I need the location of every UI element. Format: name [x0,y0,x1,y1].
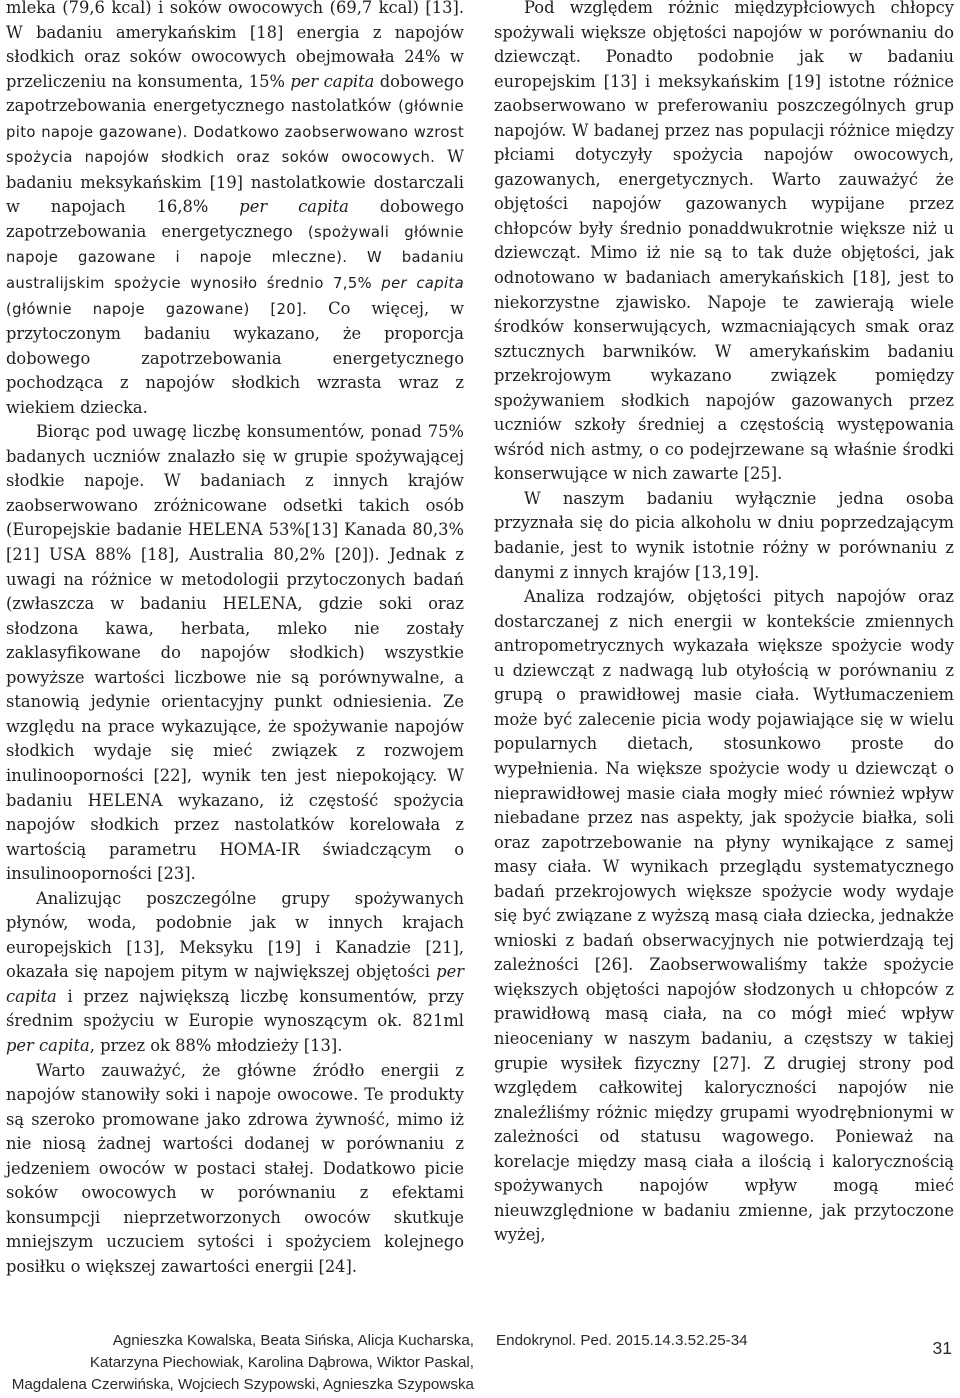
text-segment: Pod względem różnic międzypłciowych chłopcy spożywali większe objętości napojów w porównaniu do dziewcząt. Ponadto podobnie jak w badaniu europejskim [13] i meksykańskim [19] istotne różnice zaobserwowano w preferowaniu poszczególnych grup napojów. W badanej przez nas populacji różnice między płciami dotyczyły spożycia napojów owocowych, gazowanych, energetycznych. Warto zauważyć że objętości napojów gazowanych wypijane przez chłopców były średnio ponaddwukrotnie większe niż u dziewcząt. Mimo iż nie są to tak duże objętości, jak odnotowano w badaniach amerykańskich [18], jest to niekorzystne zjawisko. Napoje te zawierają wiele środków konserwujących, wzmacniających smak oraz sztucznych barwników. W amerykańskim badaniu przekrojowym wykazano związek pomiędzy spożywaniem słodkich napojów gazowanych przez uczniów szkoły średniej a częstością występowania wśród nich astmy, o co podejrzewane są właśnie środki konserwujące w nich zawarte [25]. [494,0,954,484]
text-segment: , przez ok 88% młodzieży [13]. [89,1035,343,1055]
text-segment: per capita [6,1035,90,1055]
text-segment: per capita [239,197,349,217]
text-segment: Biorąc pod uwagę liczbę konsumentów, ponad 75% badanych uczniów znalazło się w grupie spożywającej słodkie napoje. W badaniach z innych krajów zaobserwowano zróżnicowane odsetki takich osób (Europejskie badanie HELENA 53%[13] Kanada 80,3% [21] USA 88% [18], Australia 80,2% [20]). Jednak z uwagi na różnice w metodologii przytoczonych badań (zwłaszcza w badaniu HELENA, gdzie soki oraz słodzona kawa, herbata, mleko nie zostały zaklasyfikowane do napojów słodkich) wszystkie powyższe wartości liczbowe nie są porównywalne, a stanowią jedynie orientacyjny punkt odniesienia. Ze względu na prace wykazujące, że spożywanie napojów słodkich wydaje się mieć związek z rozwojem inulinooporności [22], wynik ten jest niepokojący. W badaniu HELENA wykazano, iż częstość spożycia napojów słodkich przez nastolatków korelowała z wartością parametru HOMA-IR świadczącym o insulinooporności [23]. [6,422,464,884]
paragraph [6,420,464,886]
paragraph [494,585,954,1248]
text-segment: Analiza rodzajów, objętości pitych napojów oraz dostarczanej z nich energii w kontekście zmiennych antropometrycznych wykazała większe spożycie wody u dziewcząt z nadwagą lub otyłością w porównaniu z grupą o prawidłowej masie ciała. Wytłumaczeniem może być zalecenie picia wody pojawiające się w wielu popularnych dietach, stosunkowo proste do wypełnienia. Na większe spożycie wody u dziewcząt o nieprawidłowej masie ciała mogły mieć również wpływ niebadane przez nas aspekty, jak spożycie białka, soli oraz zapotrzebowanie na płyny wynikające z samej masy ciała. W wynikach przeglądu systematycznego badań przekrojowych większe spożycie wody wydaje się być związane z wyższą masą ciała dziecka, jednakże wnioski z badań obserwacyjnych nie potwierdzają tej zależności [26]. Zaobserwowaliśmy także spożycie większych objętości napojów słodzonych u chłopców z prawidłową masą ciała, na co mógł mieć wpływ nieoceniany w naszym badaniu, a częstszy w takiej grupie wysiłek fizyczny [27]. Z drugiej strony pod względem całkowitej kaloryczności napojów nie znaleźliśmy różnic między grupami wyodrębnionymi w zależności od statusu wagowego. Ponieważ na korelacje między masą ciała a ilością i kalorycznością spożywanych napojów wpływ mogą mieć nieuwzględnione w badaniu zmienne, jak przytoczone wyżej, [494,587,954,1245]
text-segment: (głównie pito napoje gazowane). Dodatkowo zaobserwowano wzrost spożycia napojów słodkich oraz soków owocowych. [6,98,464,167]
left-column [6,0,464,1279]
text-segment: Analizując poszczególne grupy spożywanych płynów, woda, podobnie jak w innych krajach europejskich [13], Meksyku [19] i Kanadzie [21], okazała się napojem pitym w największej objętości [6,888,464,982]
paragraph [6,1059,464,1280]
authors-line: Magdalena Czerwińska, Wojciech Szypowski, Agnieszka Szypowska [11,1376,474,1393]
text-segment: i przez największą liczbę konsumentów, przy średnim spożyciu w Europie wynoszącym ok. 821ml [6,986,464,1031]
text-segment: Co więcej, w przytoczonym badaniu wykazano, że proporcja dobowego zapotrzebowania energetycznego pochodząca z napojów słodkich wzrasta wraz z wiekiem dziecka. [6,298,465,417]
footer-authors [6,1330,474,1396]
page-footer [0,1300,960,1398]
text-segment: W badaniu meksykańskim [19] nastolatkowie dostarczali w napojach 16,8% [6,147,464,217]
text-segment: dobowego zapotrzebowania energetycznego nastolatków [6,71,465,116]
paragraph [494,0,954,487]
page-number: 31 [932,1338,952,1358]
text-segment: per capita [381,275,464,293]
paragraph [494,487,954,585]
text-segment: dobowego zapotrzebowania energetycznego [6,197,464,241]
text-segment: W naszym badaniu wyłącznie jedna osoba przyznała się do picia alkoholu w dniu poprzedzającym badanie, jest to wynik istotnie różny w porównaniu z danymi z innych krajów [13,19]. [494,488,954,582]
text-segment: Warto zauważyć, że główne źródło energii z napojów stanowiły soki i napoje owocowe. Te produkty są szeroko promowane jako zdrowa żywność, mimo iż nie niosą żadnej wartości dodanej w porównaniu z jedzeniem owoców w postaci stałej. Dodatkowo picie soków owocowych w porównaniu z efektami konsumpcji nieprzetworzonych owoców skutkuje mniejszym uczuciem sytości i spożyciem kolejnego posiłku o większej zawartości energii [24]. [6,1060,464,1276]
paragraph [6,0,464,420]
text-segment: (spożywali głównie napoje gazowane i napoje mleczne). W badaniu australijskim spożycie wynosiło średnio 7,5% [6,223,464,293]
journal-citation: Endokrynol. Ped. 2015.14.3.52.25-34 [496,1332,748,1349]
text-segment: (głównie napoje gazowane) [20]. [6,300,308,318]
right-column [494,0,954,1248]
authors-line: Agnieszka Kowalska, Beata Sińska, Alicja Kucharska, [112,1332,474,1349]
paragraph [6,887,464,1059]
text-segment: per capita [6,962,464,1006]
text-segment: mleka (79,6 kcal) i soków owocowych (69,7 kcal) [13]. W badaniu amerykańskim [18] energia z napojów słodkich oraz soków owocowych obejmowała 24% w przeliczeniu na konsumenta, 15% [6,0,464,91]
authors-line: Katarzyna Piechowiak, Karolina Dąbrowa, Wiktor Paskal, [89,1354,474,1371]
text-segment: per capita [290,71,375,91]
